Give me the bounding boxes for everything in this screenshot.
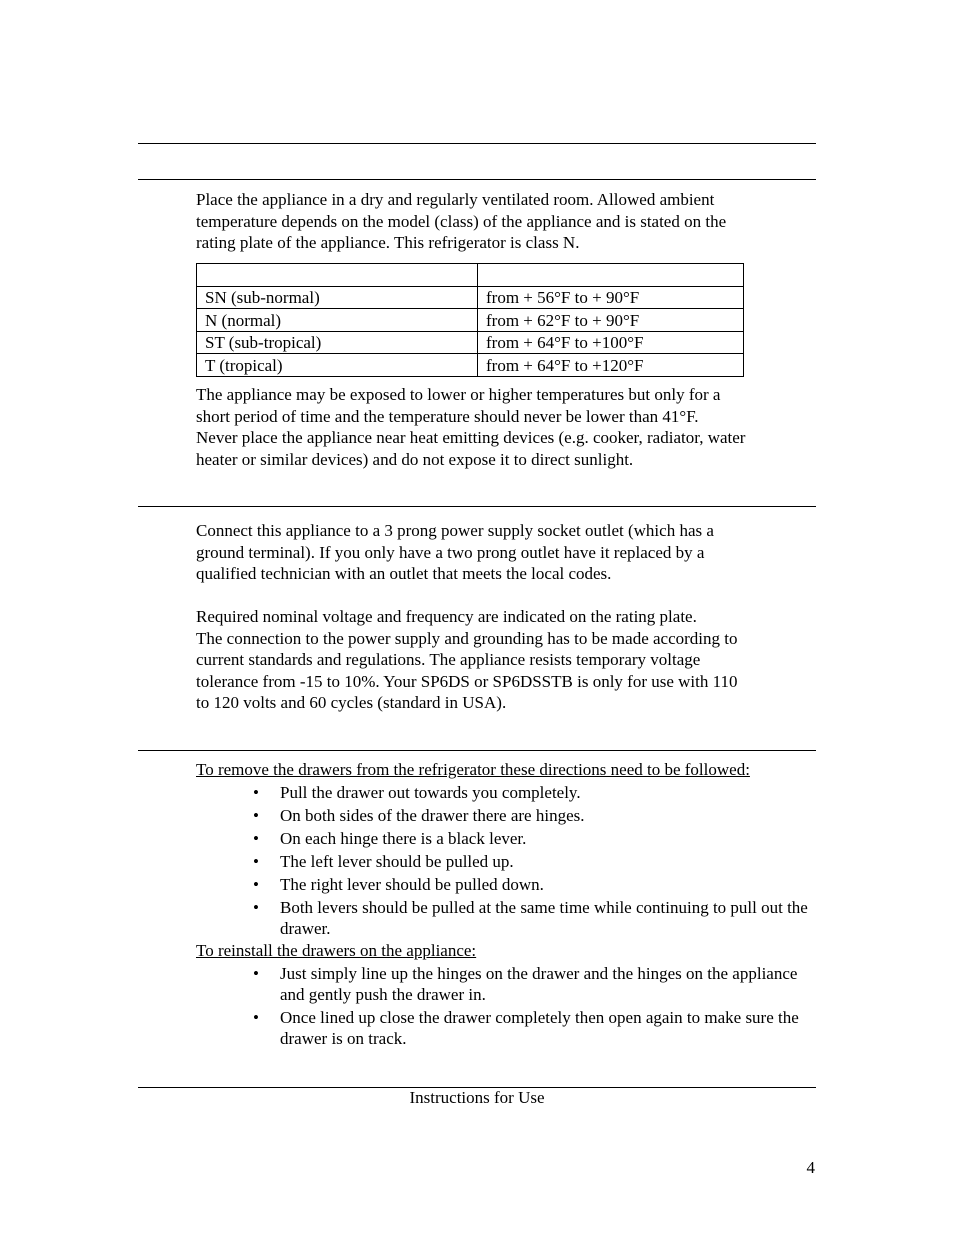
temperature-warning-paragraph: The appliance may be exposed to lower or higher temperatures but only for a short period of time and the temperature should never be lower than 41°F. Never place the appliance near heat emitting devices (e.g. cooker, radiator, water heater or similar devices) and do not expose it to direct sunlight. [196,385,746,469]
footer-title: Instructions for Use [409,1088,545,1107]
bullet-icon: • [253,806,259,825]
header-rule-bottom [138,179,816,180]
bullet-icon: • [253,898,259,917]
climate-class-table [196,263,744,377]
bullet-icon: • [253,852,259,871]
section-rule-drawers [138,750,816,751]
remove-steps-list [196,782,816,941]
reinstall-steps-list [196,963,816,1051]
page-number: 4 [806,1158,815,1177]
bullet-icon: • [253,1008,259,1027]
list-item: • The right lever should be pulled down. [253,875,544,894]
bullet-icon: • [253,783,259,802]
bullet-icon: • [253,964,259,983]
table-row: T (tropical) from + 64°F to +120°F [197,354,744,377]
table-header-row [197,264,744,287]
power-outlet-paragraph: Connect this appliance to a 3 prong power supply socket outlet (which has a ground terminal). If you only have a two prong outlet have it replaced by a qualified technician with an outlet that meets the local codes. [196,521,714,583]
list-item: • Once lined up close the drawer completely then open again to make sure the drawer is on track. [253,1008,799,1048]
header-rule-top [138,143,816,144]
remove-drawers-heading: To remove the drawers from the refrigerator these directions need to be followed: [196,760,750,779]
list-item: • On both sides of the drawer there are hinges. [253,806,585,825]
ventilation-paragraph: Place the appliance in a dry and regularly ventilated room. Allowed ambient temperature depends on the model (class) of the appliance and is stated on the rating plate of the appliance. This refrigerator is class N. [196,190,727,252]
table-row: N (normal) from + 62°F to + 90°F [197,309,744,332]
reinstall-drawers-heading: To reinstall the drawers on the appliance: [196,941,477,960]
section-rule-electrical [138,506,816,507]
list-item: • Just simply line up the hinges on the drawer and the hinges on the appliance and gently push the drawer in. [253,964,798,1004]
list-item: • On each hinge there is a black lever. [253,829,527,848]
list-item: • Pull the drawer out towards you completely. [253,783,581,802]
table-row: SN (sub-normal) from + 56°F to + 90°F [197,286,744,309]
table-row: ST (sub-tropical) from + 64°F to +100°F [197,331,744,354]
list-item: • Both levers should be pulled at the same time while continuing to pull out the drawer. [253,898,808,938]
list-item: • The left lever should be pulled up. [253,852,514,871]
voltage-paragraph: Required nominal voltage and frequency are indicated on the rating plate. The connection to the power supply and grounding has to be made according to current standards and regulations. The appliance resists temporary voltage tolerance from -15 to 10%. Your SP6DS or SP6DSSTB is only for use with 110 to 120 volts and 60 cycles (standard in USA). [196,607,738,712]
bullet-icon: • [253,875,259,894]
bullet-icon: • [253,829,259,848]
